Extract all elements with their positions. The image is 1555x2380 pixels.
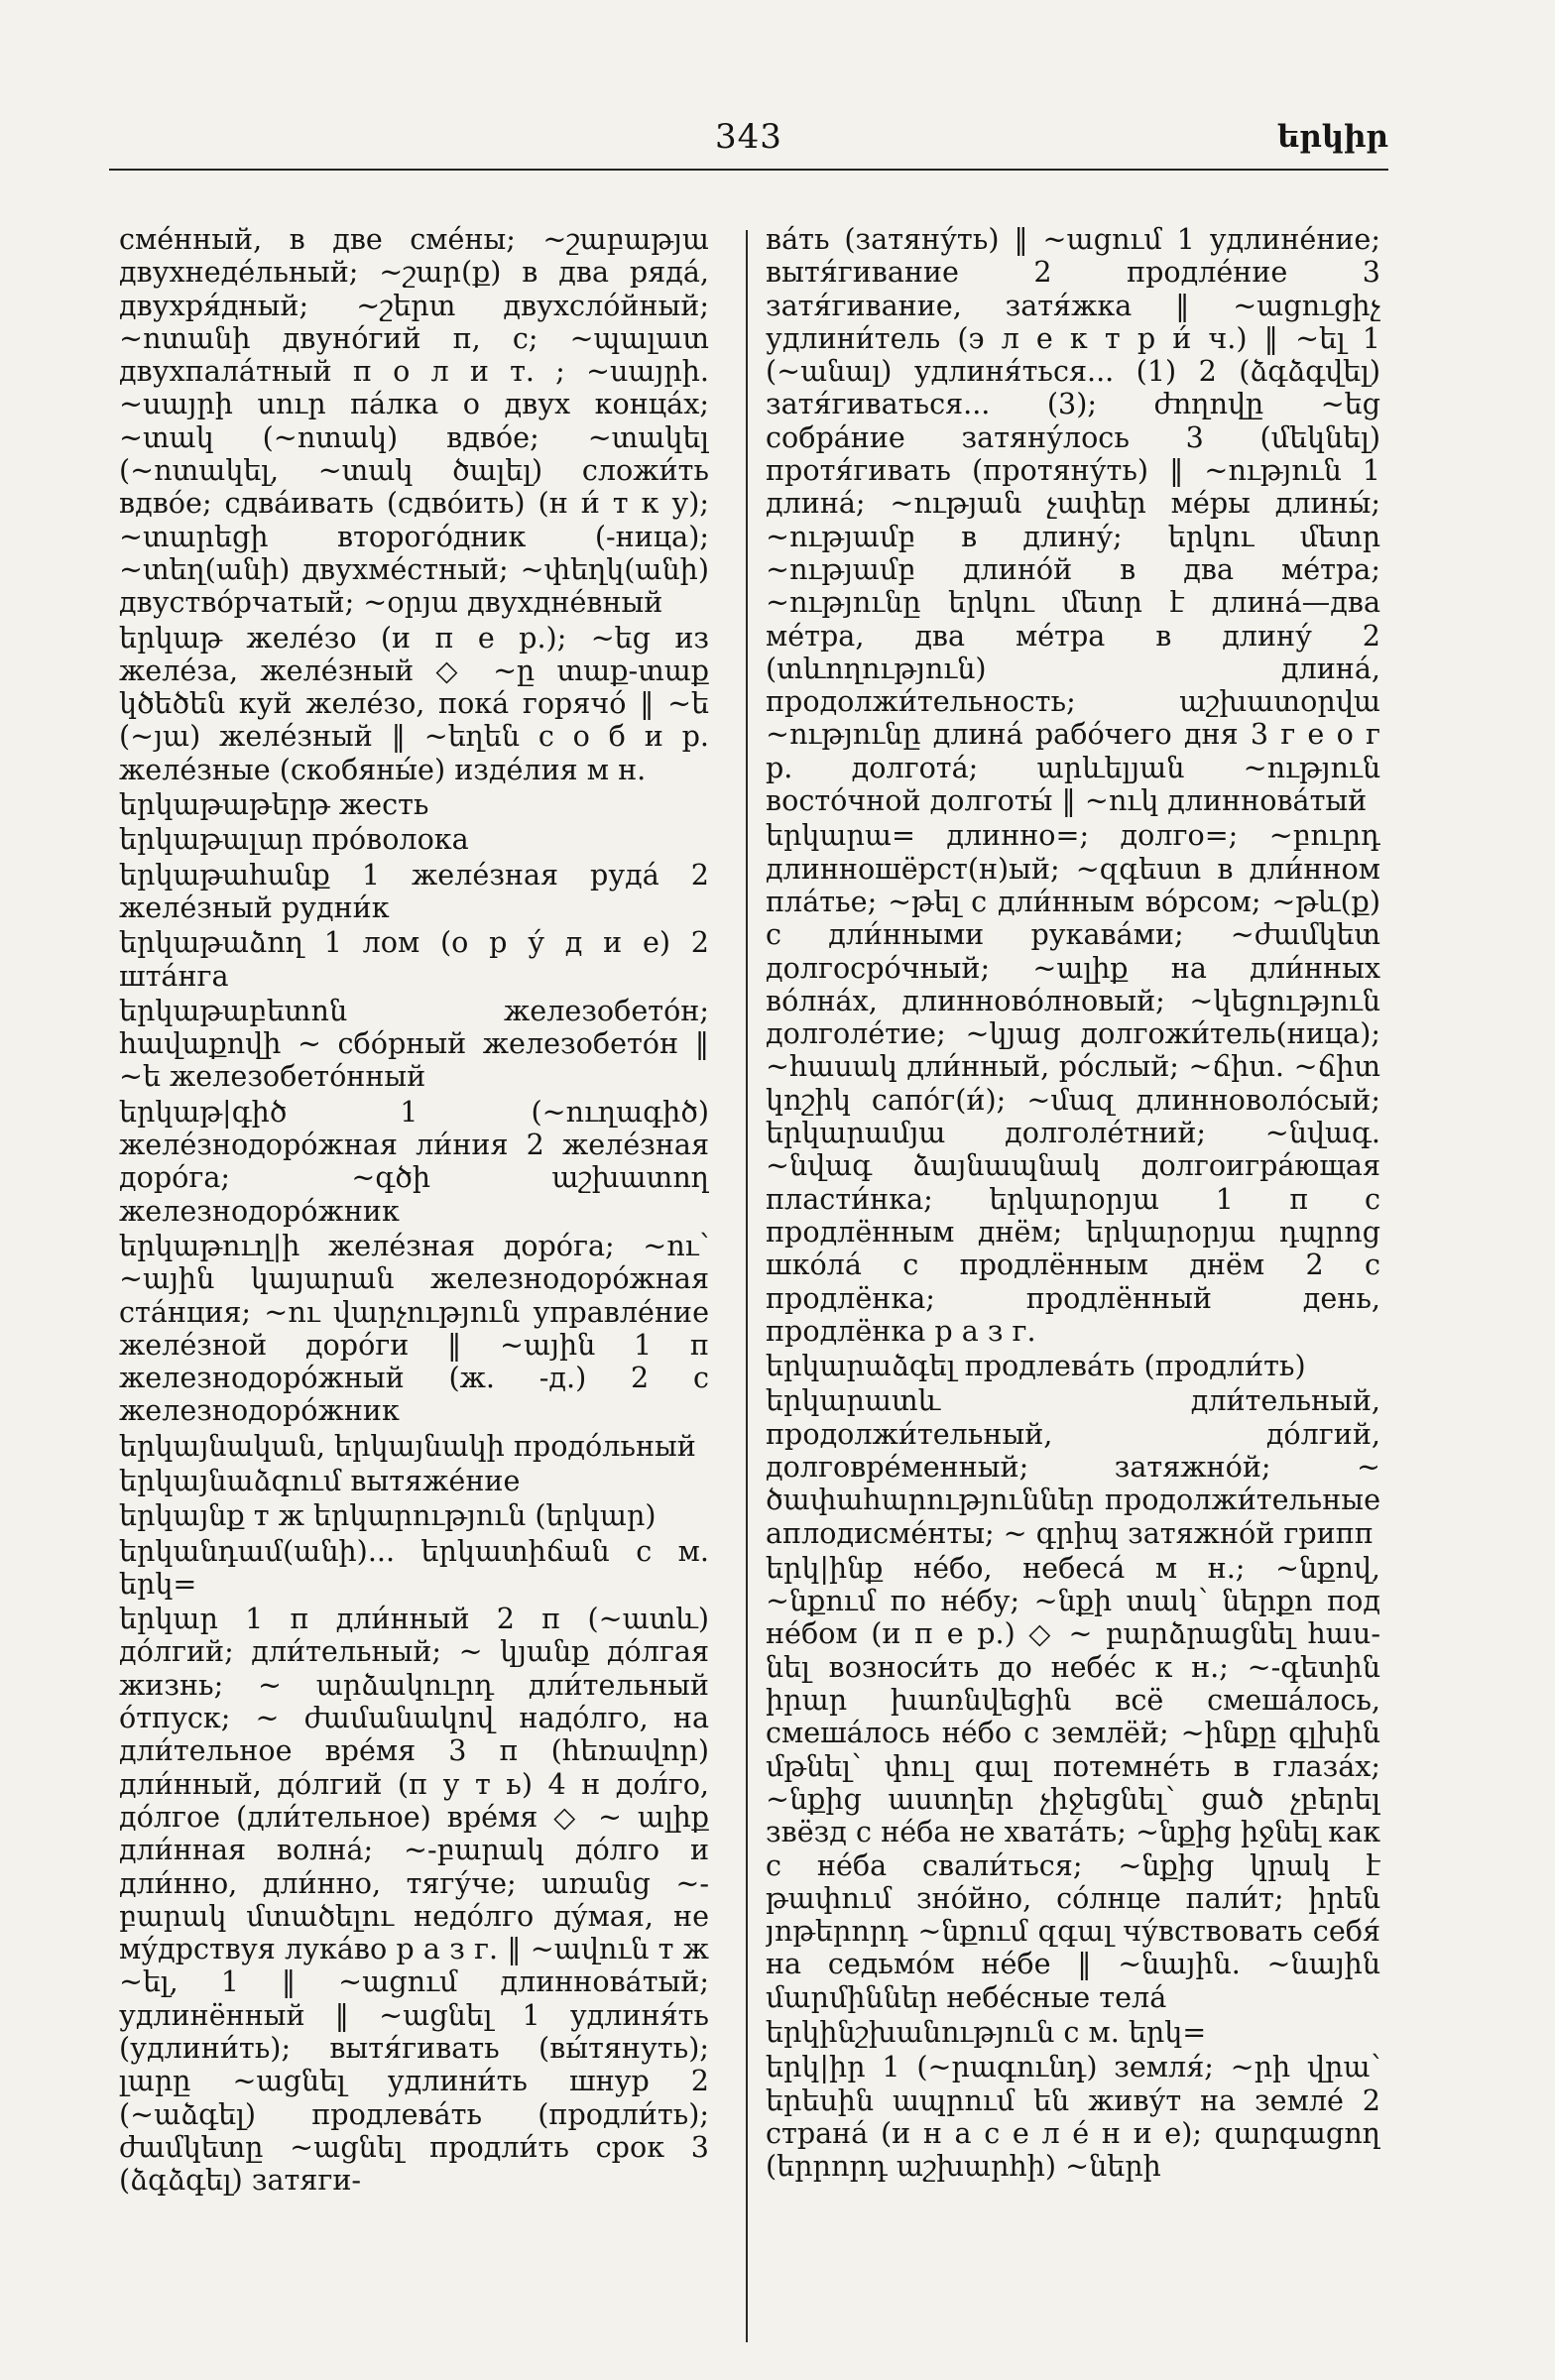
dictionary-entry: երկայնք т ж երկարություն (երկար) [119, 1498, 657, 1533]
dictionary-entry: երկաթ желе́зо (и п е р.); ~եց из желе́за, желе́зный ◇ ~ը տաք-տաք կծեծեն куй желе́зо, пока́ горячо́ ‖ ~ե (~յա) желе́зный ‖ ~եղեն с о б и р. желе́зные (скобяны́е) изде́лия м н. [119, 620, 709, 786]
dictionary-entry: երկար 1 п дли́нный 2 п (~ատև) до́лгий; дли́тельный; ~ կյանք до́лгая жизнь; ~ արձակուրդ дли́тельный о́тпуск; ~ ժամանակով надо́лго, на дли́тельное вре́мя 3 п (հեռավոր) дли́нный, до́лгий (п у т ь) 4 н дол́го, до́лгое (дли́тельное) вре́мя ◇ ~ ալիք дли́нная волна́; ~-բարակ до́лго и дли́нно, дли́нно, тягу́че; առանց ~-բարակ մտածելու недо́лго ду́мая, не му́дрствуя лука́во р а з г. ‖ ~ավուն т ж ~ել, 1 ‖ ~ացում длиннова́тый; удлинённый ‖ ~ացնել 1 удлиня́ть (удлини́ть); вытя́гивать (вы́тянуть); լարը ~ացնել удлини́ть шнур 2 (~աձգել) продлева́ть (продли́ть); ժամկետը ~ացնել продли́ть срок 3 (ձգձգել) затяги- [119, 1602, 709, 2198]
dictionary-entry: երկ|ինք не́бо, небеса́ м н.; ~նքով, ~նքում по не́бу; ~նքի տակ՝ ներքո под не́бом (и п е р.) ◇ ~ բարձրացնել հաս-նել возноси́ть до небе́с к н.; ~-գետին իրար խառնվեցին всё смеша́лось, смеша́лось не́бо с землёй; ~ինքը գլխին մթնել՝ փուլ գալ потемне́ть в глаза́х; ~նքից աստղեր չիջեցնել՝ ցած չբերել звёзд с не́ба не хвата́ть; ~նքից իջնել как с не́ба свали́ться; ~նքից կրակ է թափում зно́йно, со́лнце пали́т; իրեն յոթերորդ ~նքում զգալ чу́вствовать себя́ на седьмо́м не́бе ‖ ~նային. ~նային մարմիններ небе́сные тела́ [766, 1550, 1380, 2014]
left-column [119, 223, 709, 2355]
dictionary-entry: երկաթահանք 1 желе́зная руда́ 2 желе́зный рудни́к [119, 857, 709, 924]
dictionary-entry: երկայնաձգում вытяже́ние [119, 1463, 521, 1497]
page-number: 343 [715, 117, 782, 157]
dictionary-entry: երկայնական, երկայնակի продо́льный [119, 1428, 696, 1463]
dictionary-entry: երկաթաթերթ жесть [119, 787, 429, 822]
dictionary-entry: երկ|իր 1 (~րագունդ) земля́; ~րի վրա՝ երեսին ապրում են живу́т на земле́ 2 страна́ (и н а с е л е́ н и е); զարգացող (երրորդ աշխարհի) ~ների [766, 2050, 1380, 2184]
dictionary-entry: երկաթաձող 1 лом (о р у́ д и е) 2 шта́нга [119, 925, 709, 993]
dictionary-entry: երկինշխանություն с м. երկ= [766, 2015, 1207, 2050]
dictionary-entry: երկանդամ(անի)... երկատիճան с м. երկ= [119, 1533, 709, 1601]
dictionary-entry: երկարա= длинно=; долго=; ~բուրդ длинношёрст(н)ый; ~զգեստ в дли́нном пла́тье; ~թել с дли́нным во́рсом; ~թև(ք) с дли́нными рукава́ми; ~ժամկետ долгосро́чный; ~ալիք на дли́нных во́лна́х, длинново́лновый; ~կեցություն долголе́тие; ~կյաց долгожи́тель(ница); ~հասակ дли́нный, ро́слый; ~ճիտ. ~ճիտ կոշիկ сапо́г(и́); ~մազ длинноволо́сый; երկարամյա долголе́тний; ~նվագ. ~նվագ ձայնապնակ долгоигра́ющая пласти́нка; երկարօրյա 1 п с продлённым днём; երկարօրյա դպրոց шко́ла́ с продлённым днём 2 с продлёнка; продлённый день, продлёнка р а з г. [766, 818, 1380, 1348]
dictionary-entry: երկաթաբետոն железобето́н; հավաքովի ~ сбо́рный железобето́н ‖ ~ե железобето́нный [119, 993, 709, 1094]
column-divider [746, 230, 748, 2342]
header-rule [109, 169, 1388, 171]
dictionary-entry: երկարատև дли́тельный, продолжи́тельный, до́лгий, долговре́менный; затяжно́й; ~ ծափահարություններ продолжи́тельные аплодисме́нты; ~ գրիպ затяжно́й грипп [766, 1383, 1380, 1550]
dictionary-entry: երկաթալար про́волока [119, 822, 469, 857]
dictionary-entry: երկաթուղ|ի желе́зная доро́га; ~ու՝ ~ային կայարան железнодоро́жная ста́нция; ~ու վարչություն управле́ние желе́зной доро́ги ‖ ~ային 1 п железнодоро́жный (ж. -д.) 2 с железнодоро́жник [119, 1228, 709, 1428]
page-header [109, 109, 1388, 171]
right-column [766, 223, 1380, 2355]
dictionary-entry: сме́нный, в две сме́ны; ~շաբաթյա двухнеде́льный; ~շար(ք) в два ряда́, двухря́дный; ~շերտ двухсло́йный; ~ոտանի двуно́гий п, с; ~պալատ двухпала́тный п о л и т. ; ~սայրի. ~սայրի սուր па́лка о двух конца́х; ~տակ (~ոտակ) вдво́е; ~տակել (~ոտակել, ~տակ ծալել) сложи́ть вдво́е; сдва́ивать (сдво́ить) (н и́ т к у); ~տարեցի второго́дник (-ница); ~տեղ(անի) двухме́стный; ~փեղկ(անի) двуство́рчатый; ~օրյա двухдне́вный [119, 223, 709, 620]
dictionary-entry: երկաթ|գիծ 1 (~ուղագիծ) желе́знодоро́жная ли́ния 2 желе́зная доро́га; ~գծի աշխատող железнодоро́жник [119, 1094, 709, 1228]
guide-word: երկիր [1276, 119, 1388, 155]
dictionary-entry: ва́ть (затяну́ть) ‖ ~ացում 1 удлине́ние; вытя́гивание 2 продле́ние 3 затя́гивание, затя́жка ‖ ~ացուցիչ удлини́тель (э л е к т р и́ ч.) ‖ ~ել 1 (~անալ) удлиня́ться... (1) 2 (ձգձգվել) затя́гиваться... (3); ժողովը ~եց собра́ние затяну́лось 3 (մեկնել) протя́гивать (протяну́ть) ‖ ~ություն 1 длина́; ~ության չափեր ме́ры длины́; ~ությամբ в длину́; երկու մետր ~ությամբ длино́й в два ме́тра; ~ությունը երկու մետր է длина́—два ме́тра, два ме́тра в длину́ 2 (տևողություն) длина́, продолжи́тельность; աշխատօրվա ~ությունը длина́ рабо́чего дня 3 г е о г р. долгота́; արևելյան ~ություն восто́чной долготы́ ‖ ~ուկ длиннова́тый [766, 223, 1380, 818]
dictionary-entry: երկարաձգել продлева́ть (продли́ть) [766, 1349, 1306, 1383]
